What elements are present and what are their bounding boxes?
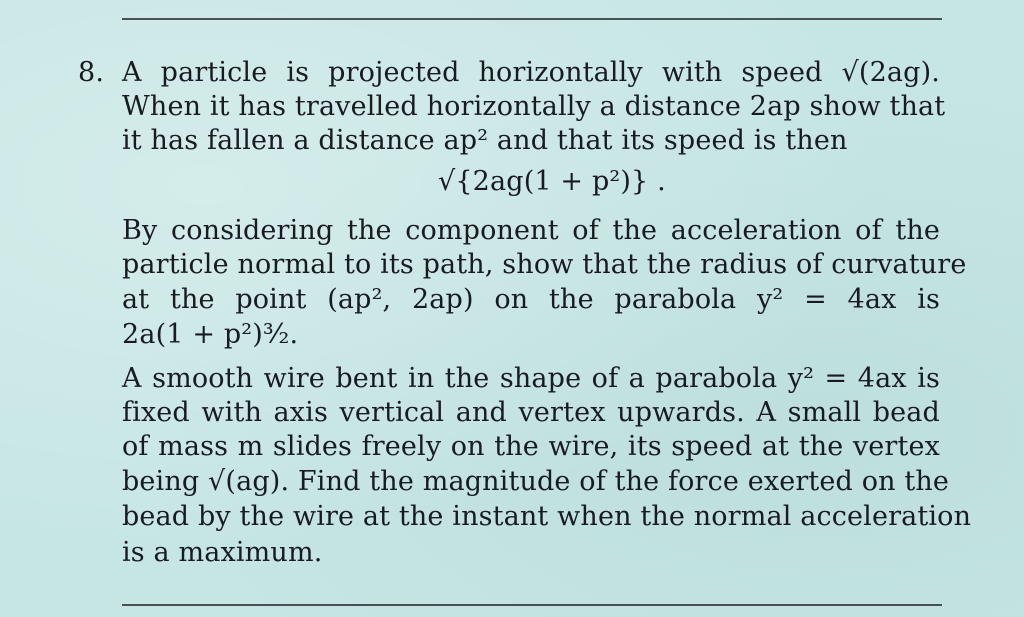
text-line: is a maximum. xyxy=(122,537,323,568)
text-line: being √(ag). Find the magnitude of the force exerted on the xyxy=(122,466,950,497)
text-line: fixed with axis vertical and vertex upwards. A small bead xyxy=(122,397,940,428)
top-divider xyxy=(122,18,942,20)
text-line: By considering the component of the acceleration of the xyxy=(122,215,940,246)
text-line: When it has travelled horizontally a distance 2ap show that xyxy=(122,91,946,122)
text-line: A particle is projected horizontally with speed √(2ag). xyxy=(122,57,940,88)
text-line: A smooth wire bent in the shape of a parabola y² = 4ax is xyxy=(122,363,940,394)
text-line: of mass m slides freely on the wire, its speed at the vertex xyxy=(122,431,940,462)
text-line: it has fallen a distance ap² and that its speed is then xyxy=(122,125,848,156)
bottom-divider xyxy=(122,604,942,606)
text-line: at the point (ap², 2ap) on the parabola y² = 4ax is xyxy=(122,284,940,315)
formula-line: √{2ag(1 + p²)} . xyxy=(438,166,666,197)
text-line: bead by the wire at the instant when the normal acceleration xyxy=(122,501,972,532)
text-line: particle normal to its path, show that the radius of curvature xyxy=(122,249,967,280)
question-number: 8. xyxy=(78,57,105,88)
text-line: 2a(1 + p²)³⁄₂. xyxy=(122,319,299,350)
